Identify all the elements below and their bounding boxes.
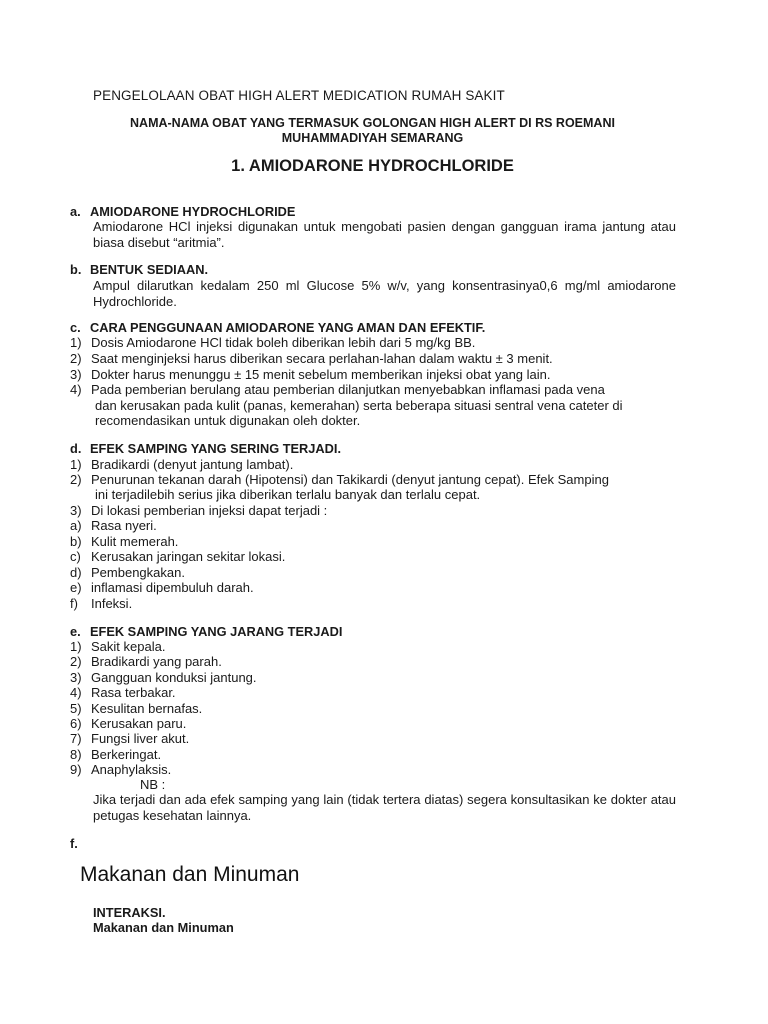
interaction-subheading: Makanan dan Minuman [93, 920, 234, 935]
list-item-number: 4) [70, 382, 82, 397]
list-item-text: Saat menginjeksi harus diberikan secara perlahan-lahan dalam waktu ± 3 menit. [91, 351, 553, 366]
section-e-heading [70, 624, 342, 640]
list-item [70, 596, 676, 612]
list-item-text: Fungsi liver akut. [91, 731, 190, 746]
list-item [70, 654, 676, 670]
interaction-label: INTERAKSI. [93, 905, 166, 920]
list-item-continuation: ini terjadilebih serius jika diberikan terlalu banyak dan terlalu cepat. [95, 487, 481, 502]
food-drink-heading: Makanan dan Minuman [80, 863, 300, 886]
list-item-number: 2) [70, 351, 82, 366]
list-item [70, 549, 676, 565]
list-item [70, 716, 676, 732]
list-item-text: Dosis Amiodarone HCl tidak boleh diberikan lebih dari 5 mg/kg BB. [91, 335, 476, 350]
document-title: PENGELOLAAN OBAT HIGH ALERT MEDICATION RUMAH SAKIT [93, 88, 505, 103]
list-item [70, 367, 676, 383]
section-letter: c. [70, 320, 81, 335]
list-item-number: 1) [70, 335, 82, 350]
list-item-number: 2) [70, 654, 82, 669]
list-item-number: 7) [70, 731, 82, 746]
section-letter: a. [70, 204, 81, 219]
list-item [70, 565, 676, 581]
nb-label: NB : [140, 777, 166, 792]
section-letter: d. [70, 441, 82, 456]
list-item-text: Pembengkakan. [91, 565, 185, 580]
list-item-number: 1) [70, 639, 82, 654]
list-item-number: e) [70, 580, 82, 595]
list-item-text: Pada pemberian berulang atau pemberian dilanjutkan menyebabkan inflamasi pada vena [91, 382, 605, 397]
section-letter: b. [70, 262, 82, 277]
list-item [70, 534, 676, 550]
section-f-heading [70, 836, 78, 852]
section-heading-text: AMIODARONE HYDROCHLORIDE [90, 204, 296, 219]
list-item-text: Rasa nyeri. [91, 518, 157, 533]
list-item-number: c) [70, 549, 81, 564]
list-item [70, 701, 676, 717]
list-item-number: 3) [70, 670, 82, 685]
list-item [70, 335, 676, 351]
list-item [70, 580, 676, 596]
list-item-number: 8) [70, 747, 82, 762]
section-heading-text: EFEK SAMPING YANG SERING TERJADI. [90, 441, 342, 456]
list-item [70, 503, 676, 519]
list-item-text: Infeksi. [91, 596, 133, 611]
list-item-number: 2) [70, 472, 82, 487]
section-c-heading [70, 320, 485, 336]
list-item-text: Penurunan tekanan darah (Hipotensi) dan Takikardi (denyut jantung cepat). Efek Samping [91, 472, 609, 487]
list-item [70, 382, 676, 398]
list-item-text: Kulit memerah. [91, 534, 179, 549]
subtitle-line-2: MUHAMMADIYAH SEMARANG [281, 131, 464, 145]
list-item-number: 3) [70, 503, 82, 518]
list-item-text: Di lokasi pemberian injeksi dapat terjadi : [91, 503, 328, 518]
section-a-heading [70, 204, 295, 220]
section-heading-text: CARA PENGGUNAAN AMIODARONE YANG AMAN DAN EFEKTIF. [90, 320, 486, 335]
section-b-text: Ampul dilarutkan kedalam 250 ml Glucose 5% w/v, yang konsentrasinya0,6 mg/ml amiodarone Hydrochloride. [93, 278, 676, 309]
list-item-number: 4) [70, 685, 82, 700]
list-item-text: Bradikardi (denyut jantung lambat). [91, 457, 294, 472]
list-item-number: f) [70, 596, 78, 611]
nb-text: Jika terjadi dan ada efek samping yang lain (tidak tertera diatas) segera konsultasikan ke dokter atau petugas kesehatan lainnya. [93, 792, 676, 823]
section-b-heading [70, 262, 208, 278]
subtitle-line-1: NAMA-NAMA OBAT YANG TERMASUK GOLONGAN HIGH ALERT DI RS ROEMANI [130, 116, 615, 130]
list-item [70, 731, 676, 747]
list-item-number: a) [70, 518, 82, 533]
section-letter: f. [70, 836, 78, 851]
section-letter: e. [70, 624, 81, 639]
list-item-number: d) [70, 565, 82, 580]
list-item-text: Kerusakan paru. [91, 716, 187, 731]
list-item-number: 3) [70, 367, 82, 382]
list-item [70, 472, 676, 488]
section-heading-text: BENTUK SEDIAAN. [90, 262, 209, 277]
list-item [70, 670, 676, 686]
list-item-number: 6) [70, 716, 82, 731]
list-item [70, 639, 676, 655]
list-item-text: Dokter harus menunggu ± 15 menit sebelum memberikan injeksi obat yang lain. [91, 367, 551, 382]
list-item-number: 1) [70, 457, 82, 472]
list-item-text: Kerusakan jaringan sekitar lokasi. [91, 549, 286, 564]
list-item-continuation: recomendasikan untuk digunakan oleh dokter. [95, 413, 361, 428]
list-item-text: Bradikardi yang parah. [91, 654, 222, 669]
list-item-text: Berkeringat. [91, 747, 162, 762]
list-item [70, 747, 676, 763]
list-item [70, 457, 676, 473]
list-item-text: Kesulitan bernafas. [91, 701, 203, 716]
list-item-continuation: dan kerusakan pada kulit (panas, kemerahan) serta beberapa situasi sentral vena cateter di [95, 398, 623, 413]
section-heading-text: EFEK SAMPING YANG JARANG TERJADI [90, 624, 343, 639]
section-d-heading [70, 441, 341, 457]
list-item-number: 9) [70, 762, 82, 777]
list-item [70, 762, 676, 778]
list-item [70, 351, 676, 367]
main-title: 1. AMIODARONE HYDROCHLORIDE [231, 157, 514, 175]
list-item-text: Rasa terbakar. [91, 685, 176, 700]
section-a-text: Amiodarone HCl injeksi digunakan untuk mengobati pasien dengan gangguan irama jantung atau biasa disebut “aritmia”. [93, 219, 676, 250]
list-item-number: b) [70, 534, 82, 549]
list-item-text: inflamasi dipembuluh darah. [91, 580, 254, 595]
list-item [70, 685, 676, 701]
list-item-text: Gangguan konduksi jantung. [91, 670, 257, 685]
list-item [70, 518, 676, 534]
list-item-text: Anaphylaksis. [91, 762, 172, 777]
list-item-text: Sakit kepala. [91, 639, 166, 654]
list-item-number: 5) [70, 701, 82, 716]
